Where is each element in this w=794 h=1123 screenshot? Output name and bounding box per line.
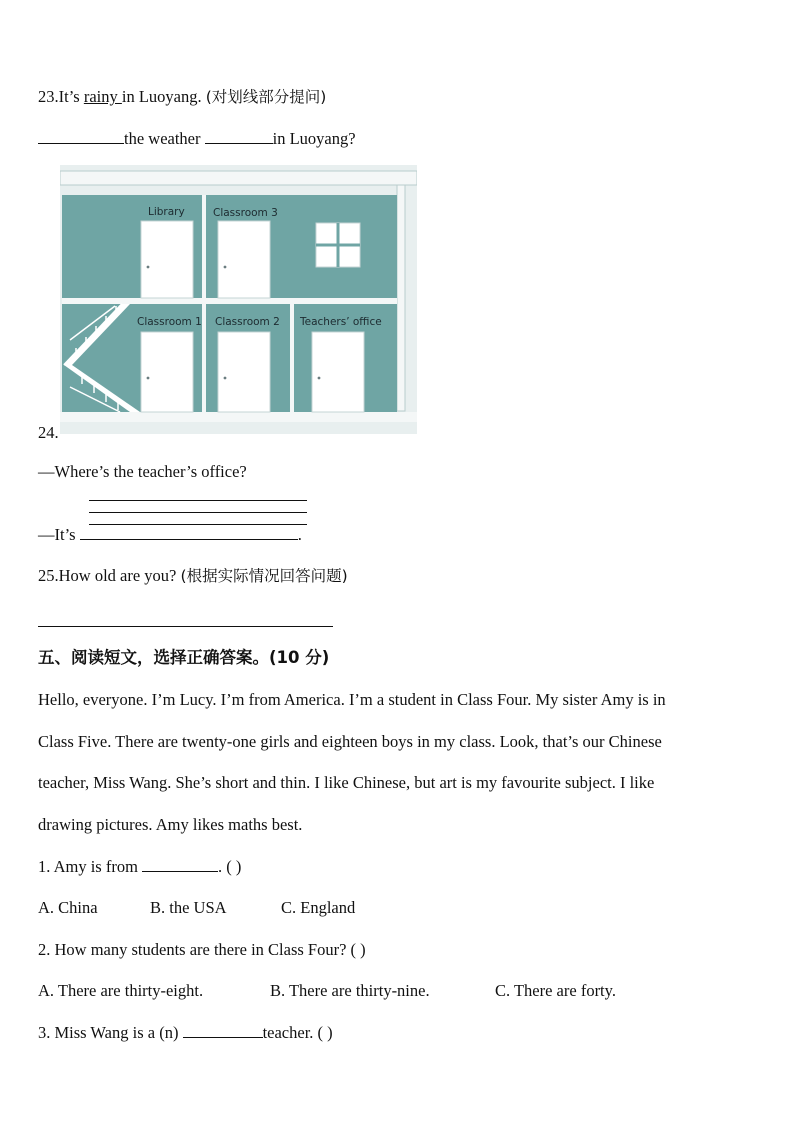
- reading-q3-blank[interactable]: [183, 1023, 263, 1038]
- room-label-library: Library: [148, 206, 185, 218]
- q23-question: 23.It’s rainy in Luoyang. (对划线部分提问): [38, 87, 327, 106]
- section-5-heading: 五、阅读短文，选择正确答案。(10 分): [38, 648, 330, 667]
- school-building-picture: [60, 165, 417, 434]
- reading-question-2: 2. How many students are there in Class Four? ( ): [38, 940, 366, 959]
- q25-question: 25.How old are you? (根据实际情况回答问题): [38, 566, 348, 585]
- reading-q1-option-a[interactable]: A. China: [38, 898, 98, 917]
- q25-answer-rule[interactable]: [38, 626, 333, 627]
- q24-answer-rule-1: [89, 500, 307, 501]
- passage-line-1: Hello, everyone. I’m Lucy. I’m from America. I’m a student in Class Four. My sister Amy is in: [38, 690, 666, 709]
- passage-line-3: teacher, Miss Wang. She’s short and thin. I like Chinese, but art is my favourite subject. I like: [38, 773, 655, 792]
- q23-blank-1[interactable]: [38, 129, 124, 144]
- lower-divider-1: [202, 304, 206, 412]
- q24-answer-blank[interactable]: [80, 525, 298, 540]
- reading-q1-option-c[interactable]: C. England: [281, 898, 356, 917]
- classroom-1-door-knob: [147, 377, 150, 380]
- reading-question-1: 1. Amy is from . ( ): [38, 857, 242, 876]
- q24-answer-rule-2: [89, 512, 307, 513]
- reading-q1-option-b[interactable]: B. the USA: [150, 898, 227, 917]
- library-door: [141, 221, 193, 298]
- reading-q2-options: [38, 981, 616, 1001]
- reading-q1-options: [38, 898, 355, 918]
- room-label-classroom-1: Classroom 1: [137, 316, 202, 328]
- lower-divider-2: [290, 304, 294, 412]
- teachers-office-door: [312, 332, 364, 412]
- reading-q2-option-c[interactable]: C. There are forty.: [495, 981, 616, 1000]
- reading-q2-option-b[interactable]: B. There are thirty-nine.: [270, 981, 430, 1000]
- passage-line-4: drawing pictures. Amy likes maths best.: [38, 815, 303, 834]
- room-label-classroom-2: Classroom 2: [215, 316, 280, 328]
- library-door-knob: [147, 266, 150, 269]
- room-label-classroom-3: Classroom 3: [213, 207, 278, 219]
- q24-answer-line: —It’s .: [38, 525, 302, 544]
- classroom-3-door: [218, 221, 270, 298]
- q24-question: —Where’s the teacher’s office?: [38, 462, 247, 481]
- reading-q2-option-a[interactable]: A. There are thirty-eight.: [38, 981, 204, 1000]
- ground: [60, 412, 417, 422]
- room-label-teachers-office: Teachers’ office: [300, 316, 382, 328]
- classroom-2-door-knob: [224, 377, 227, 380]
- classroom-2-door: [218, 332, 270, 412]
- right-pillar: [397, 185, 405, 411]
- passage-line-2: Class Five. There are twenty-one girls and eighteen boys in my class. Look, that’s our Chinese: [38, 732, 662, 751]
- reading-q1-blank[interactable]: [142, 857, 218, 872]
- roof-band: [60, 171, 417, 185]
- teachers-office-door-knob: [318, 377, 321, 380]
- q23-answer-line: the weather in Luoyang?: [38, 129, 356, 149]
- q24-number: 24.: [38, 423, 59, 442]
- q23-blank-2[interactable]: [205, 129, 273, 144]
- upper-divider: [202, 195, 206, 298]
- q23-underlined-word: rainy: [83, 87, 122, 106]
- classroom-1-door: [141, 332, 193, 412]
- floor-slab: [62, 298, 397, 304]
- classroom-3-door-knob: [224, 266, 227, 269]
- reading-question-3: 3. Miss Wang is a (n) teacher. ( ): [38, 1023, 333, 1042]
